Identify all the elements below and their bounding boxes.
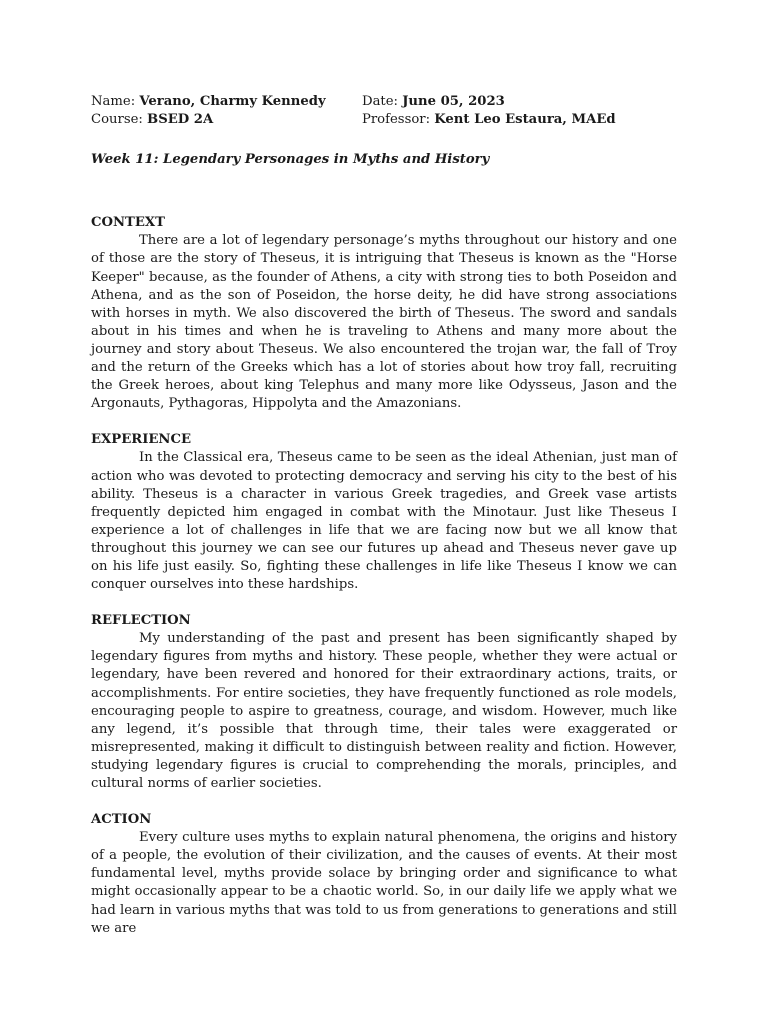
professor-label: Professor:	[362, 112, 431, 128]
experience-body: In the Classical era, Theseus came to be seen as the ideal Athenian, just man of action who was devoted to protecting democracy and serving his city to the best of his ability. Theseus is a character in various Greek tragedies, and Greek vase artists frequently depicted him engaged in combat with the Minotaur. Just like Theseus I experience a lot of challenges in life that we are facing now but we all know that throughout this journey we can see our futures up ahead and Theseus never gave up on his life just easily. So, fighting these challenges in life like Theseus I know we can conquer ourselves into these hardships.	[91, 450, 677, 593]
reflection-section	[91, 612, 677, 793]
course-field	[91, 111, 362, 129]
header-row-1	[91, 93, 677, 111]
week-title: Week 11: Legendary Personages in Myths and History	[91, 152, 490, 168]
document-page	[91, 93, 677, 938]
name-value: Verano, Charmy Kennedy	[139, 94, 326, 109]
action-section	[91, 811, 677, 938]
reflection-heading: REFLECTION	[91, 613, 191, 629]
date-value: June 05, 2023	[402, 94, 505, 109]
professor-field	[362, 111, 677, 129]
professor-value: Kent Leo Estaura, MAEd	[434, 112, 616, 128]
date-label: Date:	[362, 94, 398, 109]
experience-section	[91, 431, 677, 594]
context-body: There are a lot of legendary personage’s myths throughout our history and one of those are the story of Theseus, it is intriguing that Theseus is known as the "Horse Keeper" because, as the founder of Athens, a city with strong ties to both Poseidon and Athena, and as the son of Poseidon, the horse deity, he did have strong associations with horses in myth. We also discovered the birth of Theseus. The sword and sandals about in his times and when he is traveling to Athens and many more about the journey and story about Theseus. We also encountered the trojan war, the fall of Troy and the return of the Greeks which has a lot of stories about how troy fall, recruiting the Greek heroes, about king Telephus and many more like Odysseus, Jason and the Argonauts, Pythagoras, Hippolyta and the Amazonians.	[91, 233, 677, 412]
experience-heading: EXPERIENCE	[91, 432, 192, 448]
course-label: Course:	[91, 112, 143, 128]
date-field	[362, 93, 677, 111]
context-heading: CONTEXT	[91, 215, 165, 231]
course-value: BSED 2A	[147, 112, 214, 128]
name-field	[91, 93, 362, 111]
action-heading: ACTION	[91, 812, 152, 828]
name-label: Name:	[91, 94, 136, 109]
action-body: Every culture uses myths to explain natural phenomena, the origins and history of a people, the evolution of their civilization, and the causes of events. At their most fundamental level, myths provide solace by bringing order and significance to what might occasionally appear to be a chaotic world. So, in our daily life we apply what we had learn in various myths that was told to us from generations to generations and still we are	[91, 830, 677, 936]
header-row-2	[91, 111, 677, 129]
context-section	[91, 214, 677, 413]
reflection-body: My understanding of the past and present has been significantly shaped by legendary figures from myths and history. These people, whether they were actual or legendary, have been revered and honored for their extraordinary actions, traits, or accomplishments. For entire societies, they have frequently functioned as role models, encouraging people to aspire to greatness, courage, and wisdom. However, much like any legend, it’s possible that through time, their tales were exaggerated or misrepresented, making it difficult to distinguish between reality and fiction. However, studying legendary figures is crucial to comprehending the morals, principles, and cultural norms of earlier societies.	[91, 631, 677, 791]
